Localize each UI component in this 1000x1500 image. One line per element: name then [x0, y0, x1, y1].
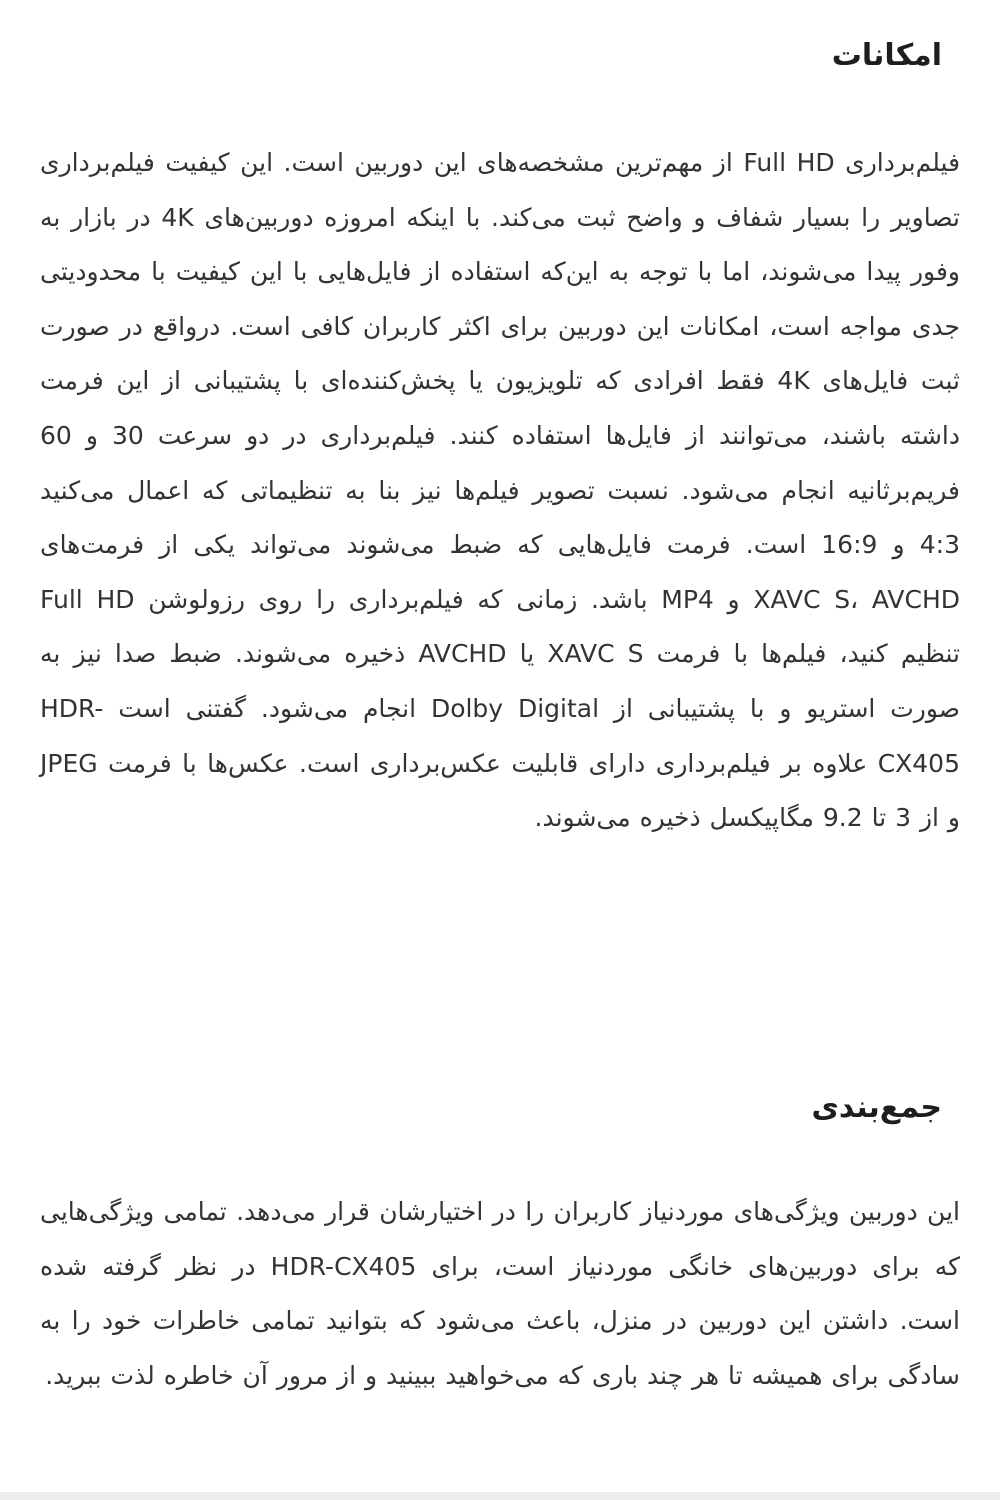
summary-paragraph: این دوربین ویژگی‌های موردنیاز کاربران را در اختیارشان قرار می‌دهد. تمامی ویژگی‌هایی که برای دوربین‌های خانگی موردنیاز است، برای HDR-CX405 در نظر گرفته شده است. داشتن این دوربین در منزل، باعث می‌شود که بتوانید تمامی خاطرات خود را به سادگی برای همیشه تا هر چند باری که می‌خواهید ببینید و از مرور آن خاطره لذت ببرید. — [40, 1197, 960, 1390]
features-paragraph: فیلم‌برداری Full HD از مهم‌ترین مشخصه‌های این دوربین است. این کیفیت فیلم‌برداری تصاویر را بسیار شفاف و واضح ثبت می‌کند. با اینکه امروزه دوربین‌های 4K در بازار به وفور پیدا می‌شوند، اما با توجه به این‌که استفاده از فایل‌هایی با این کیفیت با محدودیتی جدی مواجه است، امکانات این دوربین برای اکثر کاربران کافی است. درواقع در صورت ثبت فایل‌های 4K فقط افرادی که تلویزیون یا پخش‌کننده‌ای با پشتیبانی از این فرمت داشته باشند، می‌توانند از فایل‌ها استفاده کنند. فیلم‌برداری در دو سرعت 30 و 60 فریم‌برثانیه انجام می‌شود. نسبت تصویر فیلم‌ها نیز بنا به تنظیماتی که اعمال می‌کنید 4:3 و 16:9 است. فرمت فایل‌هایی که ضبط می‌شوند می‌تواند یکی از فرمت‌های XAVC S، AVCHD و MP4 باشد. زمانی که فیلم‌برداری را روی رزولوشن Full HD تنظیم کنید، فیلم‌ها با فرمت XAVC S یا AVCHD ذخیره می‌شوند. ضبط صدا نیز به صورت استریو و با پشتیبانی از Dolby Digital انجام می‌شود. گفتنی است HDR-CX405 علاوه بر فیلم‌برداری دارای قابلیت عکس‌برداری است. عکس‌ها با فرمت JPEG و از 3 تا 9.2 مگاپیکسل ذخیره می‌شوند. — [40, 148, 961, 833]
bottom-divider — [0, 1492, 1000, 1500]
section-title-features: امکانات — [831, 38, 942, 73]
section-title-summary: جمع‌بندی — [811, 1090, 942, 1125]
